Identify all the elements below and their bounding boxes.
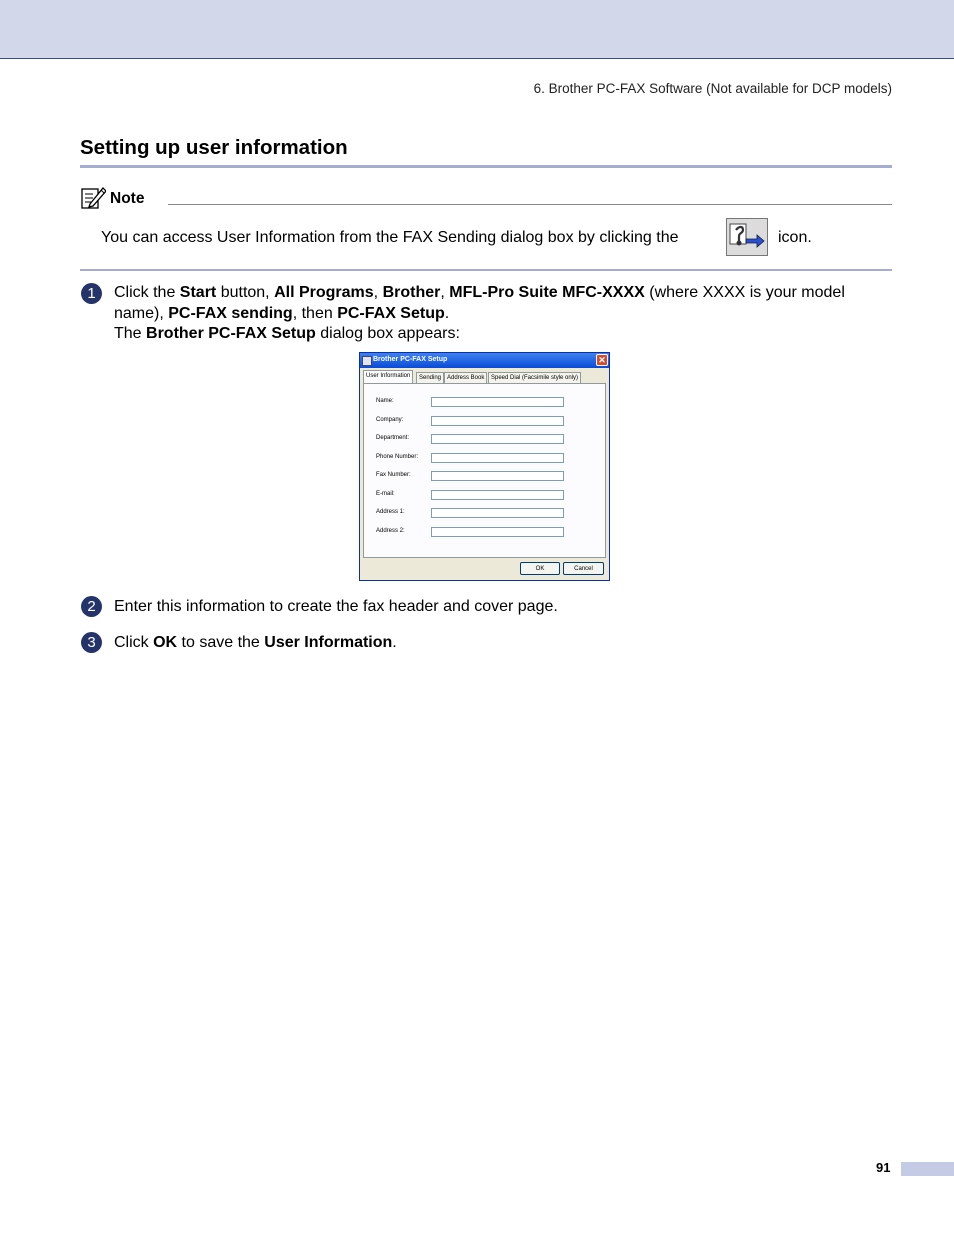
- field-row-name: [376, 397, 596, 409]
- step-text-run: ,: [440, 284, 450, 301]
- note-rule: [168, 204, 892, 205]
- email-input[interactable]: [431, 490, 564, 500]
- section-title: Setting up user information: [80, 136, 348, 159]
- bold-term: MFL-Pro Suite MFC-XXXX: [449, 284, 645, 301]
- field-row-address1: [376, 508, 596, 520]
- field-label: Address 1:: [376, 509, 405, 515]
- field-label: Address 2:: [376, 528, 405, 534]
- dialog-titlebar: [360, 353, 609, 368]
- step-text-run: , then: [292, 304, 338, 322]
- note-label: Note: [110, 190, 145, 207]
- field-label: E-mail:: [376, 491, 395, 497]
- address-1-input[interactable]: [431, 508, 564, 518]
- step-text-run: ,: [373, 284, 383, 301]
- tab-address-book[interactable]: Address Book: [444, 372, 487, 384]
- field-label: Name:: [376, 398, 394, 404]
- field-row-company: [376, 416, 596, 428]
- address-2-input[interactable]: [431, 527, 564, 537]
- step-text-run: Enter this information to create the fax header and cover page.: [114, 598, 558, 615]
- bold-term: PC-FAX sending: [168, 304, 293, 322]
- field-label: Phone Number:: [376, 454, 419, 460]
- step-text-run: button,: [216, 284, 275, 301]
- step-1-text: [114, 283, 894, 345]
- bold-term: OK: [153, 634, 178, 651]
- ok-button[interactable]: OK: [520, 562, 560, 575]
- tab-user-information[interactable]: User Information: [363, 370, 413, 384]
- field-label: Fax Number:: [376, 472, 411, 478]
- tab-speed-dial[interactable]: Speed Dial (Facsimile style only): [488, 372, 581, 384]
- bold-term: Brother: [382, 284, 441, 301]
- running-head: 6. Brother PC-FAX Software (Not available for DCP models): [533, 81, 892, 96]
- step-text-run: The: [114, 325, 147, 342]
- step-2-number: 2: [81, 596, 102, 617]
- phone-number-input[interactable]: [431, 453, 564, 463]
- step-text-run: (where XXXX is your model name),: [114, 284, 845, 322]
- step-text-run: Click the: [114, 284, 180, 301]
- tab-sending[interactable]: Sending: [416, 372, 444, 384]
- name-input[interactable]: [431, 397, 564, 407]
- field-row-address2: [376, 527, 596, 539]
- note-trailing-text: icon.: [778, 229, 812, 246]
- step-1-number: 1: [81, 283, 102, 304]
- bold-term: Start: [179, 284, 217, 301]
- note-bottom-rule: [80, 269, 892, 271]
- footer-band: [901, 1162, 954, 1176]
- cancel-button[interactable]: Cancel: [563, 562, 604, 575]
- field-row-email: [376, 490, 596, 502]
- fax-user-info-icon: [726, 218, 768, 256]
- fax-number-input[interactable]: [431, 471, 564, 481]
- header-band: [0, 0, 954, 59]
- company-input[interactable]: [431, 416, 564, 426]
- department-input[interactable]: [431, 434, 564, 444]
- dialog-title: Brother PC-FAX Setup: [373, 356, 448, 363]
- step-3-text: [114, 633, 894, 654]
- user-info-panel: [363, 383, 606, 558]
- step-3-number: 3: [81, 632, 102, 653]
- step-text-run: .: [392, 634, 397, 651]
- note-pencil-icon: [80, 184, 106, 210]
- bold-term: All Programs: [274, 284, 374, 301]
- dialog-close-icon[interactable]: ✕: [596, 354, 608, 366]
- bold-term: Brother PC-FAX Setup: [146, 325, 316, 342]
- field-row-phone: [376, 453, 596, 465]
- step-2-text: [114, 597, 894, 618]
- step-text-run: Click: [114, 634, 154, 651]
- field-label: Department:: [376, 435, 410, 441]
- field-row-fax: [376, 471, 596, 483]
- step-text-run: dialog box appears:: [315, 325, 460, 342]
- dialog-app-icon: [362, 356, 372, 366]
- title-rule: [80, 165, 892, 168]
- field-row-department: [376, 434, 596, 446]
- step-text-run: .: [444, 304, 450, 322]
- step-text-run: to save the: [177, 634, 265, 651]
- bold-term: User Information: [264, 634, 393, 651]
- note-text: You can access User Information from the FAX Sending dialog box by clicking the: [101, 229, 679, 246]
- page-number: 91: [876, 1160, 891, 1175]
- field-label: Company:: [376, 417, 404, 423]
- bold-term: PC-FAX Setup: [337, 304, 445, 322]
- pc-fax-setup-dialog: [359, 352, 610, 581]
